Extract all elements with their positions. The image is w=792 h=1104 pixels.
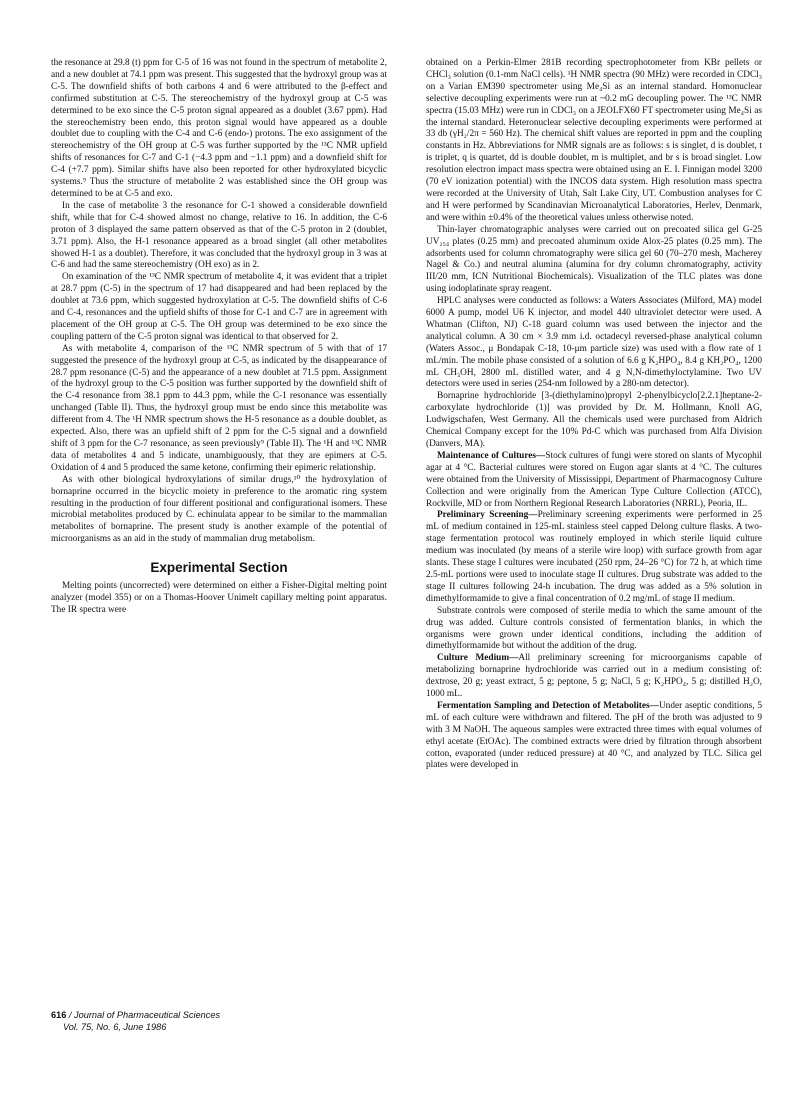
- page-footer: [51, 1010, 220, 1033]
- paragraph: [426, 510, 762, 605]
- paragraph: [426, 653, 762, 701]
- paragraph: Thin-layer chromatographic analyses were carried out on precoated silica gel G-25 UV₂₅₄ plates (0.25 mm) and precoated aluminum oxide Alox-25 plates (0.25 mm). The adsorbents used for column chromatography were silica gel 60 (70–270 mesh, Macherey Nagel & Co.) and neutral alumina (alumina for dry column chromatography, activity III/20 mm, ICN Nutritional Biochemicals). Visualization of the TLC plates was done using iodoplatinate spray reagent.: [426, 224, 762, 295]
- run-in-heading: Culture Medium—: [437, 653, 519, 664]
- right-column: [426, 58, 762, 772]
- paragraph: On examination of the ¹³C NMR spectrum of metabolite 4, it was evident that a triplet at 28.7 ppm (C-5) in the spectrum of 17 had disappeared and had been replaced by the doublet at 73.6 ppm, which suggested hydroxylation at C-5. The downfield shifts of C-6 and C-4, resonances and the upfield shifts of those for C-1 and C-7 are in agreement with placement of the OH group at C-5. The OH group was determined to be exo since the coupling pattern of the C-5 proton signal was identical to that observed for 2.: [51, 272, 387, 342]
- paragraph: Substrate controls were composed of sterile media to which the same amount of the drug was added. Culture controls consisted of fermentation blanks, in which the organisms were grown under identical conditions, including the addition of dimethylformamide but without the addition of the drug.: [426, 605, 762, 652]
- paragraph: As with metabolite 4, comparison of the ¹³C NMR spectrum of 5 with that of 17 suggested the presence of the hydroxyl group at C-5, as indicated by the disappearance of 28.7 ppm resonance (C-5) and the appearance of a new doublet at 71.5 ppm. Assignment of the hydroxyl group to the C-5 position was further supported by the downfield shift of the C-4 resonance from 38.1 ppm to 44.3 ppm, while the C-1 resonance was essentially unchanged (Table II). Thus, the hydroxyl group must be endo since this metabolite was different from 4. The ¹H NMR spectrum shows the H-5 resonance as a double doublet, as expected. Also, there was an upfield shift of 2 ppm for the C-5 signal and a downfield shift of 3 ppm for the C-7 resonance, as seen previously⁹ (Table II). The ¹H and ¹³C NMR data of metabolites 4 and 5 indicate, unambiguously, that they are epimers at C-5. Oxidation of 4 and 5 produced the same ketone, confirming their epimeric relationship.: [51, 343, 387, 473]
- journal-name: / Journal of Pharmaceutical Sciences: [66, 1010, 221, 1020]
- paragraph-body: Preliminary screening experiments were performed in 25 mL of medium contained in 125-mL stainless steel capped Delong culture flasks. A two-stage fermentation protocol was routinely employed in which sterile liquid culture medium was inoculated (by means of a sterile wire loop) with surface growth from agar slants. These stage I cultures were incubated (250 rpm, 24–26 °C) for 72 h, at which time 2.5-mL portions were used to inoculate stage II cultures. Drug substrate was added to the stage II cultures following 24-h incubation. The drug was added as a 5% solution in dimethylformamide to give a final concentration of 0.2 mg/mL of stage II medium.: [426, 510, 762, 604]
- paragraph: [426, 451, 762, 511]
- paragraph-body: Stock cultures of fungi were stored on slants of Mycophil agar at 4 °C. Bacterial cultures were stored on Eugon agar slants at 4 °C. The cultures were obtained from the University of Mississippi, Department of Pharmacognosy Culture Collection and were originally from the American Type Culture Collection (ATCC), Rockville, MD or from Northern Regional Research Laboratories (NRRL), Peoria, IL.: [426, 450, 763, 509]
- paragraph: Bornaprine hydrochloride [3-(diethylamino)propyl 2-phenylbicyclo[2.2.1]heptane-2-carboxylate hydrochloride (1)] was provided by Dr. M. Hollmann, Knoll AG, Ludwigschafen, West Germany. All the chemicals used were purchased from Aldrich Chemical Company except for the 10% Pd-C which was purchased from Alfa Division (Danvers, MA).: [426, 391, 762, 449]
- run-in-heading: Preliminary Screening—: [437, 510, 538, 521]
- paragraph: As with other biological hydroxylations of similar drugs,¹⁰ the hydroxylation of bornaprine occurred in the bicyclic moiety in preference to the aromatic ring system resulting in the production of four different positional and configurational isomers. These microbial metabolites produced by C. echinulata appear to be similar to the mammalian metabolites of bornaprine. The present study is another example of the potential of microorganisms as an aid in the study of mammalian drug metabolism.: [51, 474, 387, 545]
- paragraph: the resonance at 29.8 (t) ppm for C-5 of 16 was not found in the spectrum of metabolite 2, and a new doublet at 74.1 ppm was present. This suggested that the hydroxyl group was at C-5. The downfield shifts of both carbons 4 and 6 were attributed to the β-effect and confirmed substitution at C-5. The stereochemistry of the hydroxyl group at C-5 was determined to be exo since the C-5 proton signal appeared as a doublet (3.67 ppm). Had the stereochemistry been endo, this proton signal would have appeared as a double doublet due to coupling with the C-4 and C-6 (endo-) protons. The exo assignment of the stereochemistry of the OH group at C-5 was further supported by the ¹³C NMR upfield shifts of resonances for C-7 and C-1 (−4.3 ppm and −1.1 ppm) and a downfield shift for C-4 (+7.7 ppm). Similar shifts have also been reported for other hydroxylated bicyclic systems.⁹ Thus the structure of metabolite 2 was established since the OH group was determined to be at C-5 and exo.: [51, 58, 387, 199]
- paragraph: In the case of metabolite 3 the resonance for C-1 showed a considerable downfield shift, while that for C-4 showed almost no change, relative to 16. In addition, the C-6 proton of 3 displayed the same pattern observed as that of the C-5 proton in 2 (doublet, 3.71 ppm). Also, the H-1 resonance appeared as a broad singlet (all other metabolites showed H-1 as a doublet). Therefore, it was concluded that the hydroxyl group in 3 was at C-6 and had the same stereochemistry (OH exo) as in 2.: [51, 200, 387, 271]
- paragraph: [426, 701, 762, 772]
- paragraph-body: All preliminary screening for microorganisms capable of metabolizing bornaprine hydrochloride was carried out in a medium consisting of: dextrose, 20 g; yeast extract, 5 g; peptone, 5 g; NaCl, 5 g; K₂HPO₄, 5 g; distilled H₂O, 1000 mL.: [426, 653, 762, 700]
- page-number: 616: [51, 1010, 67, 1020]
- paragraph: HPLC analyses were conducted as follows: a Waters Associates (Milford, MA) model 6000 A pump, model U6 K injector, and model 440 ultraviolet detector were used. A Whatman (Clifton, NJ) C-18 guard column was used between the injector and the analytical column. A 30 cm × 3.9 mm i.d. octadecyl reversed-phase analytical column (Waters Assoc., μ Bondapak C-18, 10-μm particle size) was used with a flow rate of 1 mL/min. The mobile phase consisted of a solution of 6.6 g K₂HPO₄, 8.4 g KH₂PO₄, 1200 mL CH₃OH, 2800 mL distilled water, and 4 g N,N-dimethyloctylamine. Two UV detectors were used in series (254-nm followed by a 280-nm detector).: [426, 296, 762, 390]
- journal-issue: Vol. 75, No. 6, June 1986: [63, 1021, 167, 1032]
- run-in-heading: Maintenance of Cultures—: [437, 450, 546, 461]
- run-in-heading: Fermentation Sampling and Detection of Metabolites—: [437, 700, 659, 711]
- footer-line: [51, 1010, 220, 1022]
- paragraph-body: Under aseptic conditions, 5 mL of each culture were withdrawn and filtered. The pH of the broth was adjusted to 9 with 3 M NaOH. The aqueous samples were extracted three times with equal volumes of ethyl acetate (EtOAc). The combined extracts were dried by filtration through absorbent cotton, evaporated (under reduced pressure) at 40 °C, and analyzed by TLC. Silica gel plates were developed in: [426, 700, 762, 771]
- paragraph: Melting points (uncorrected) were determined on either a Fisher-Digital melting point analyzer (model 355) or on a Thomas-Hoover Unimelt capillary melting point apparatus. The IR spectra were: [51, 581, 387, 615]
- paragraph: obtained on a Perkin-Elmer 281B recording spectrophotometer from KBr pellets or CHCl₃ solution (0.1-mm NaCl cells). ¹H NMR spectra (90 MHz) were recorded in CDCl₃ on a Varian EM390 spectrometer using Me₄Si as an internal standard. Homonuclear selective decoupling experiments were run at ~0.2 mG decoupling power. The ¹³C NMR spectra (15.03 MHz) were run in CDCl₃ on a JEOLFX60 FT spectrometer using Me₄Si as the internal standard. Heteronuclear selective decoupling experiments were performed at 33 db (γH₂/2π = 560 Hz). The chemical shift values are reported in ppm and the coupling constants in Hz. Abbreviations for NMR signals are as follows: s is singlet, d is doublet, t is triplet, q is quartet, dd is double doublet, m is multiplet, and br s is broad singlet. Low resolution electron impact mass spectra were obtained using an E. I. Finnigan model 3200 (70 eV ionization potential) with the INCOS data system. High resolution mass spectra were recorded at the University of Utah, Salt Lake City, UT. Combustion analyses for C and H were performed by Scandinavian Microanalytical Laboratories, Herlev, Denmark, and were within ±0.4% of the theoretical values unless otherwise noted.: [426, 58, 762, 223]
- section-heading: Experimental Section: [150, 560, 288, 576]
- left-column: [51, 58, 387, 617]
